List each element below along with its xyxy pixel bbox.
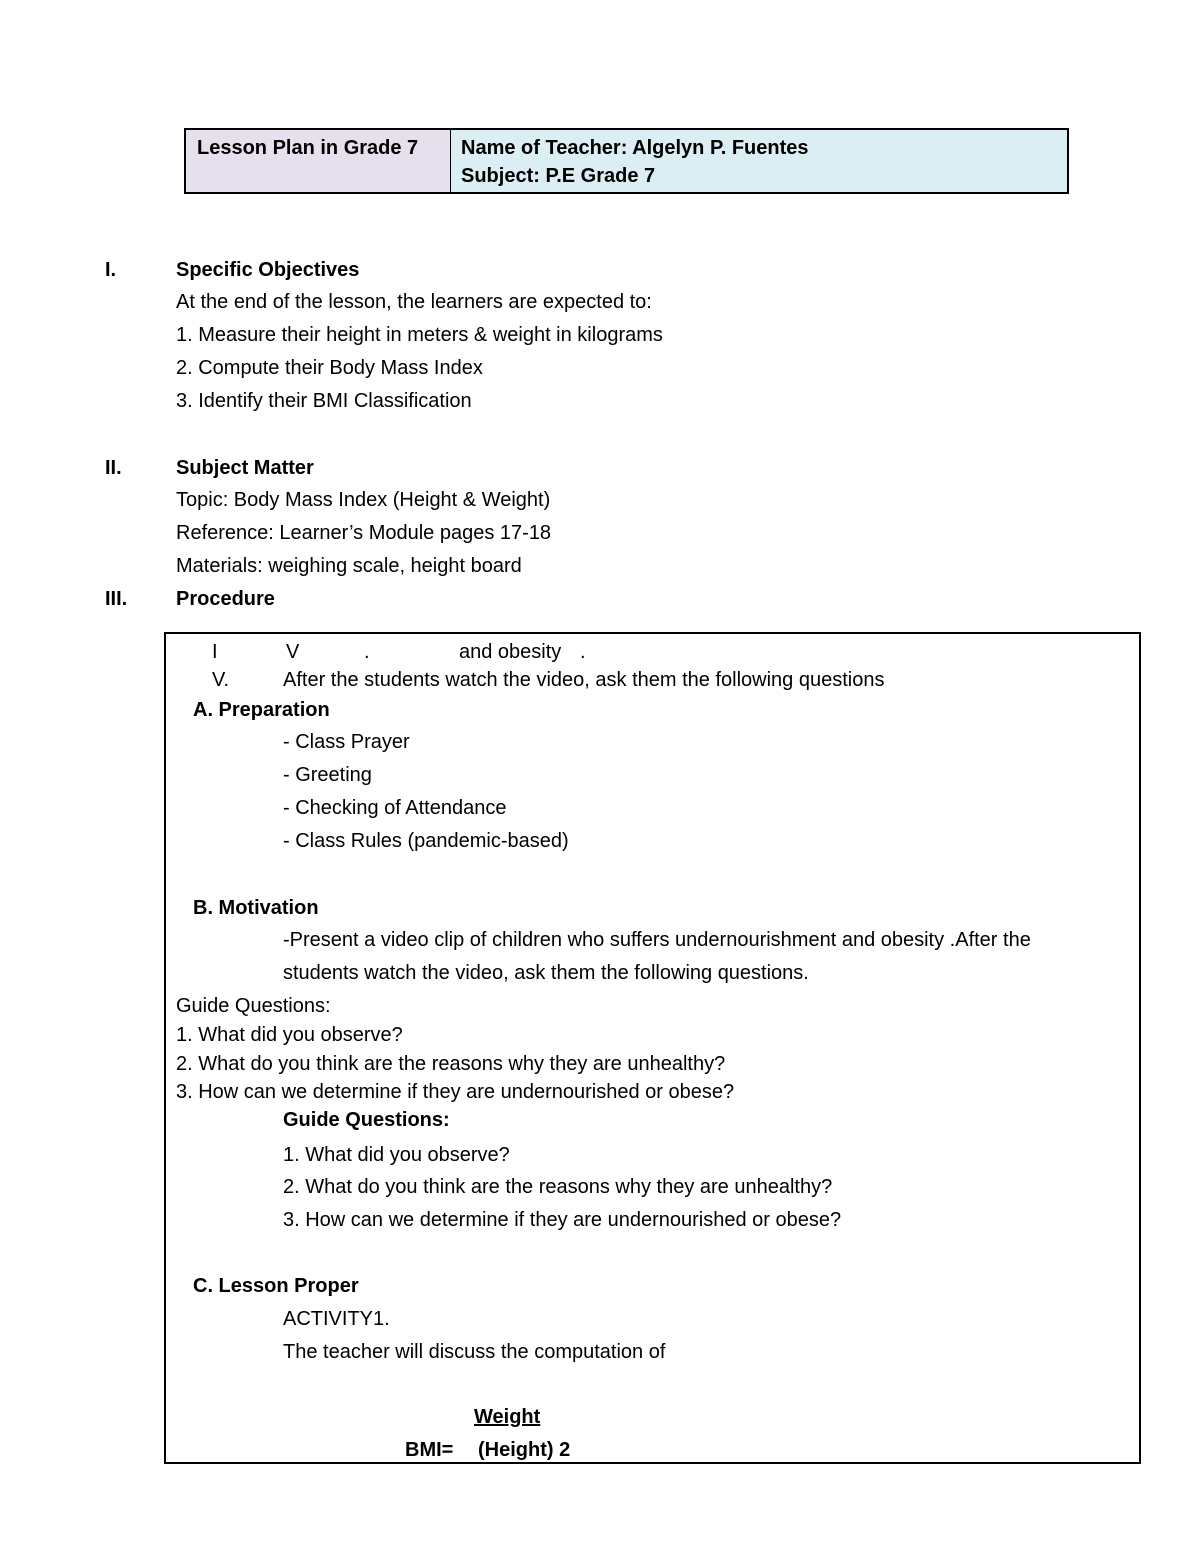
motivation-text: students watch the video, ask them the following questions. [283,962,809,984]
fragment-text: and obesity [459,641,562,663]
fragment-text: I [212,641,218,663]
subject-topic: Topic: Body Mass Index (Height & Weight) [176,489,551,511]
guide-question: 3. How can we determine if they are undernourished or obese? [283,1209,842,1231]
subject-materials: Materials: weighing scale, height board [176,555,522,577]
formula-label: BMI= [405,1439,454,1461]
motivation-text: -Present a video clip of children who suffers undernourishment and obesity .After the [283,929,1031,951]
header-cell-teacher [451,130,1067,192]
section-1-numeral: I. [105,259,117,281]
subject-label: Subject: P.E Grade 7 [461,165,656,187]
procedure-box [164,632,1141,1464]
preparation-title: A. Preparation [193,699,330,721]
lesson-proper-title: C. Lesson Proper [193,1275,359,1297]
section-2-title: Subject Matter [176,457,314,479]
section-3-numeral: III. [105,588,128,610]
preparation-item: - Class Prayer [283,731,410,753]
subject-reference: Reference: Learner’s Module pages 17-18 [176,522,552,544]
guide-question: 2. What do you think are the reasons why they are unhealthy? [176,1053,726,1075]
preparation-item: - Checking of Attendance [283,797,507,819]
objective-item: 1. Measure their height in meters & weight in kilograms [176,324,663,346]
fragment-text: . [580,641,586,663]
guide-questions-title: Guide Questions: [176,995,331,1017]
preparation-item: - Class Rules (pandemic-based) [283,830,569,852]
objective-item: 2. Compute their Body Mass Index [176,357,483,379]
guide-question: 3. How can we determine if they are undernourished or obese? [176,1081,735,1103]
section-2-numeral: II. [105,457,122,479]
discuss-text: The teacher will discuss the computation of [283,1341,666,1363]
teacher-name: Name of Teacher: Algelyn P. Fuentes [461,137,809,159]
preparation-item: - Greeting [283,764,372,786]
guide-question: 1. What did you observe? [176,1024,403,1046]
objectives-intro: At the end of the lesson, the learners are expected to: [176,291,652,313]
fragment-text: . [364,641,370,663]
guide-question: 1. What did you observe? [283,1144,510,1166]
activity-label: ACTIVITY1. [283,1308,390,1330]
v-text: After the students watch the video, ask them the following questions [283,669,885,691]
lesson-plan-label: Lesson Plan in Grade 7 [197,137,419,159]
fragment-text: V [286,641,300,663]
motivation-title: B. Motivation [193,897,319,919]
section-1-title: Specific Objectives [176,259,360,281]
v-numeral: V. [212,669,230,691]
formula-numerator: Weight [474,1406,541,1428]
guide-question: 2. What do you think are the reasons why they are unhealthy? [283,1176,833,1198]
header-cell-lesson [186,130,451,192]
formula-denominator: (Height) 2 [478,1439,571,1461]
guide-questions-title-bold: Guide Questions: [283,1109,450,1131]
section-3-title: Procedure [176,588,275,610]
header-table [184,128,1069,194]
objective-item: 3. Identify their BMI Classification [176,390,472,412]
